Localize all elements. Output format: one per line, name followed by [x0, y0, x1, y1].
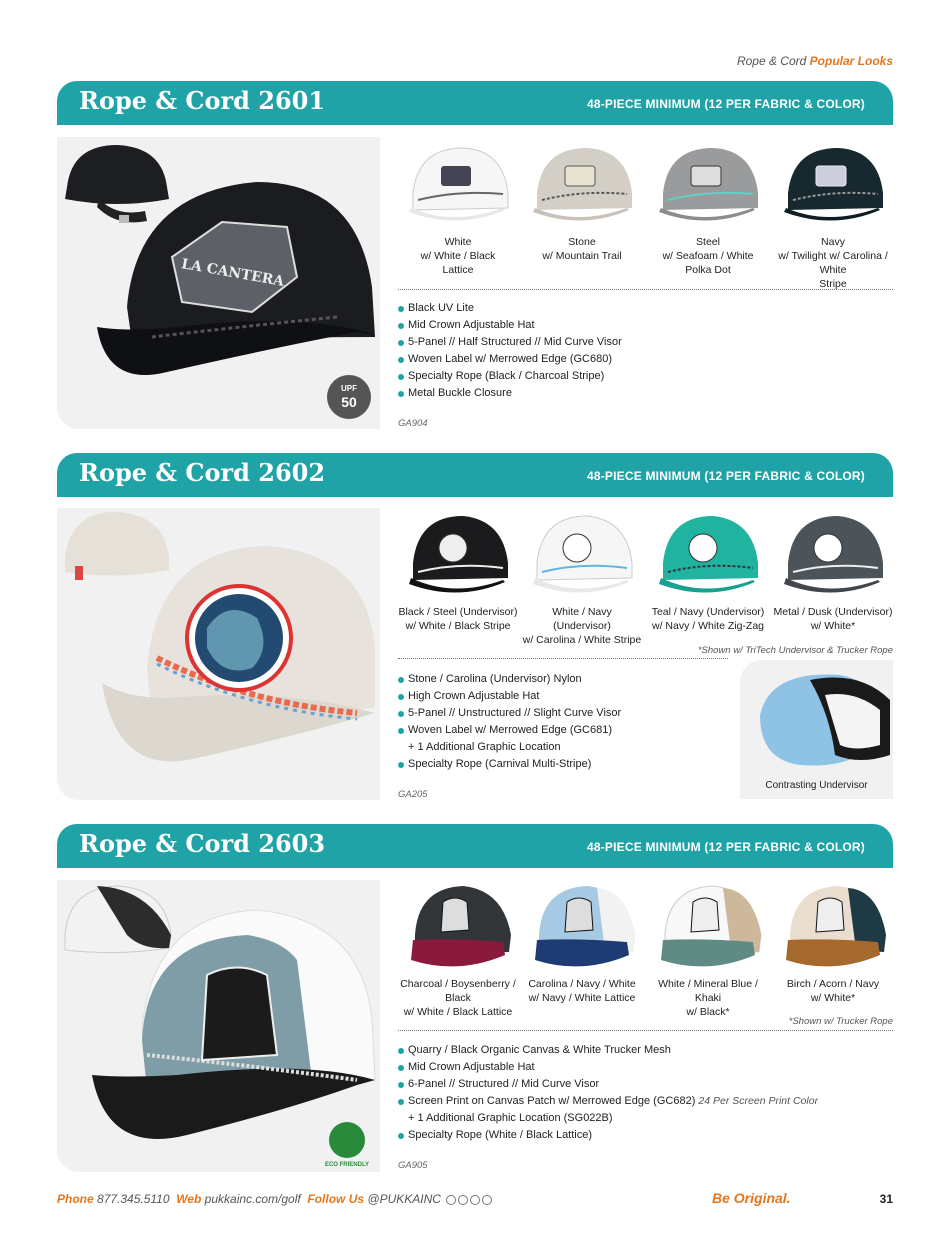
section-banner-2602: [57, 453, 893, 497]
color-swatch-steel: [648, 138, 768, 277]
upf-badge-label: UPF: [341, 384, 357, 393]
feature-item: Stone / Carolina (Undervisor) Nylon: [398, 671, 621, 688]
feature-item: Quarry / Black Organic Canvas & White Trucker Mesh: [398, 1042, 818, 1059]
feature-item: 6-Panel // Structured // Mid Curve Visor: [398, 1076, 818, 1093]
color-label: Carolina / Navy / White w/ Navy / White Lattice: [528, 978, 636, 1004]
feature-list: [398, 1042, 818, 1144]
eco-friendly-icon: [325, 1122, 369, 1168]
back-view-hat: [65, 145, 169, 223]
divider: [398, 658, 728, 659]
page-number: 31: [879, 1192, 893, 1206]
feature-item: [398, 1093, 818, 1110]
feature-item: Black UV Lite: [398, 300, 622, 317]
footer-contact: [57, 1192, 492, 1206]
color-label: Steel w/ Seafoam / White Polka Dot: [662, 236, 754, 276]
hat-black: [403, 508, 513, 596]
feature-item: Specialty Rope (Black / Charcoal Stripe): [398, 368, 622, 385]
product-title: Rope & Cord 2603: [79, 829, 326, 858]
eco-label: ECO FRIENDLY: [324, 1162, 370, 1168]
feature-item-continued: + 1 Additional Graphic Location (SG022B): [408, 1112, 613, 1124]
linkedin-icon[interactable]: [482, 1195, 492, 1205]
feature-item: Specialty Rope (Carnival Multi-Stripe): [398, 756, 621, 773]
color-swatch-white: [398, 138, 518, 277]
hat-patch-text: LA CANTERA: [180, 256, 286, 290]
color-label: White / Mineral Blue / Khaki w/ Black*: [658, 978, 758, 1018]
feature-item: Mid Crown Adjustable Hat: [398, 1059, 818, 1076]
feature-item: 5-Panel // Half Structured // Mid Curve Visor: [398, 334, 622, 351]
minimum-order: 48-PIECE MINIMUM (12 PER FABRIC & COLOR): [586, 840, 865, 854]
section-banner-2603: [57, 824, 893, 868]
feature-list: [398, 300, 622, 402]
hat-metal: [778, 508, 888, 596]
hat-white-mineral: [653, 880, 763, 968]
style-code: GA905: [398, 1160, 428, 1171]
back-view-hat: [65, 886, 171, 953]
hat-white: [403, 138, 513, 226]
color-label: White w/ White / Black Lattice: [420, 236, 496, 276]
phone-number[interactable]: 877.345.5110: [97, 1192, 170, 1206]
website-link[interactable]: pukkainc.com/golf: [204, 1192, 301, 1206]
feature-item: Specialty Rope (White / Black Lattice): [398, 1127, 818, 1144]
feature-item: Mid Crown Adjustable Hat: [398, 317, 622, 334]
upf-badge: [327, 375, 371, 419]
phone-label: Phone: [57, 1192, 94, 1206]
style-code: GA205: [398, 789, 428, 800]
feature-text: Screen Print on Canvas Patch w/ Merrowed Edge (GC682): [408, 1095, 696, 1107]
color-label: Black / Steel (Undervisor) w/ White / Black Stripe: [398, 606, 518, 632]
feature-item: Woven Label w/ Merrowed Edge (GC680): [398, 351, 622, 368]
style-code: GA904: [398, 418, 428, 429]
color-label: Stone w/ Mountain Trail: [542, 236, 622, 262]
feature-item: Woven Label w/ Merrowed Edge (GC681): [398, 722, 621, 739]
twitter-icon[interactable]: [470, 1195, 480, 1205]
feature-note: 24 Per Screen Print Color: [698, 1095, 819, 1107]
hat-carolina: [527, 880, 637, 968]
color-swatch-white-navy: [522, 508, 642, 647]
minimum-order: 48-PIECE MINIMUM (12 PER FABRIC & COLOR): [586, 97, 865, 111]
color-swatch-navy: [773, 138, 893, 291]
minimum-order: 48-PIECE MINIMUM (12 PER FABRIC & COLOR): [586, 469, 865, 483]
color-label: Teal / Navy (Undervisor) w/ Navy / White Zig-Zag: [651, 606, 765, 632]
hat-navy: [778, 138, 888, 226]
shown-note: *Shown w/ Trucker Rope: [788, 1016, 893, 1027]
section-label: [737, 54, 893, 68]
web-label: Web: [176, 1192, 202, 1206]
feature-list: [398, 671, 621, 773]
color-swatch-metal-dusk: [773, 508, 893, 633]
product-title: Rope & Cord 2602: [79, 458, 326, 487]
main-hat: [102, 546, 375, 761]
color-swatch-carolina-navy: [522, 880, 642, 1005]
undervisor-image: [740, 660, 893, 799]
hero-image-2603: [57, 880, 380, 1172]
feature-item: High Crown Adjustable Hat: [398, 688, 621, 705]
hat-charcoal: [403, 880, 513, 968]
product-title: Rope & Cord 2601: [79, 86, 326, 115]
color-label: Birch / Acorn / Navy w/ White*: [786, 978, 880, 1004]
color-swatch-birch-acorn: [773, 880, 893, 1005]
upf-badge-value: 50: [341, 394, 357, 410]
social-handle[interactable]: @PUKKAINC: [367, 1192, 441, 1206]
feature-item-continued: + 1 Additional Graphic Location: [408, 741, 561, 753]
hat-steel: [653, 138, 763, 226]
color-label: Metal / Dusk (Undervisor) w/ White*: [773, 606, 893, 632]
hero-image-2602: [57, 508, 380, 800]
feature-item: 5-Panel // Unstructured // Slight Curve Visor: [398, 705, 621, 722]
divider: [398, 1030, 893, 1031]
back-view-hat: [65, 512, 169, 580]
main-hat: [97, 182, 375, 375]
color-swatch-stone: [522, 138, 642, 263]
follow-label: Follow Us: [307, 1192, 365, 1206]
color-swatch-white-mineral: [648, 880, 768, 1019]
color-label: Charcoal / Boysenberry / Black w/ White / Black Lattice: [400, 978, 516, 1018]
divider: [398, 289, 893, 290]
color-swatch-teal-navy: [648, 508, 768, 633]
color-swatch-black-steel: [398, 508, 518, 633]
undervisor-label: Contrasting Undervisor: [765, 780, 868, 791]
tagline: Be Original.: [712, 1190, 791, 1206]
facebook-icon[interactable]: [446, 1195, 456, 1205]
section-banner-2601: [57, 81, 893, 125]
color-label: White / Navy (Undervisor) w/ Carolina / White Stripe: [522, 606, 642, 646]
instagram-icon[interactable]: [458, 1195, 468, 1205]
hat-white: [527, 508, 637, 596]
shown-note: *Shown w/ TriTech Undervisor & Trucker Rope: [697, 645, 893, 656]
hat-birch: [778, 880, 888, 968]
hat-teal: [653, 508, 763, 596]
color-swatch-charcoal-boysenberry: [398, 880, 518, 1019]
hat-stone: [527, 138, 637, 226]
hero-image-2601: [57, 137, 380, 429]
section-name: Rope & Cord: [736, 54, 807, 68]
section-accent: Popular Looks: [809, 54, 893, 68]
color-label: Navy w/ Twilight w/ Carolina / White Stripe: [778, 236, 888, 290]
feature-item: Metal Buckle Closure: [398, 385, 622, 402]
